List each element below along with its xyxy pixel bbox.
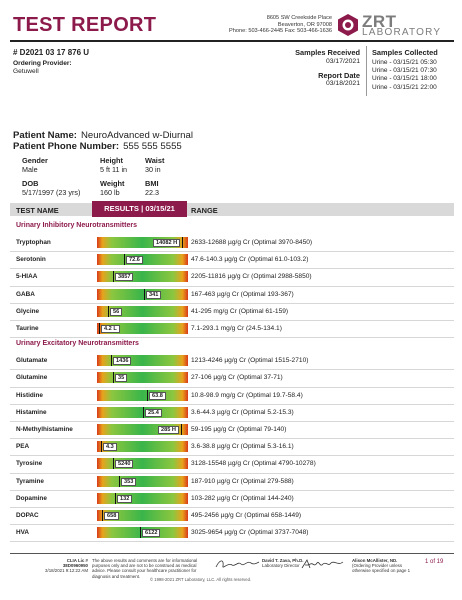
signer-1-name: David T. Zava, Ph.D. — [262, 558, 304, 563]
samples-collected-label: Samples Collected — [372, 48, 438, 57]
test-name: DOPAC — [16, 512, 39, 519]
result-marker — [140, 527, 141, 538]
patient-phone-value: 555 555 5555 — [123, 141, 182, 152]
row-divider — [10, 438, 454, 439]
row-divider — [10, 404, 454, 405]
result-value: 63.8 — [149, 392, 166, 400]
test-name: GABA — [16, 290, 35, 298]
result-marker — [144, 289, 145, 300]
bmi-value: 22.3 — [145, 188, 159, 197]
test-name: Tryptophan — [16, 239, 51, 246]
samples-collected-list — [372, 59, 437, 92]
reference-range: 3.6-38.8 µg/g Cr (Optimal 5.3-16.1) — [191, 443, 294, 451]
row-divider — [10, 286, 454, 287]
reference-range: 2205-11816 µg/g Cr (Optimal 2988-5850) — [191, 273, 312, 281]
result-marker — [181, 424, 182, 435]
row-divider — [10, 303, 454, 304]
gender-value: Male — [22, 165, 38, 174]
reference-range: 3025-9654 µg/g Cr (Optimal 3737-7048) — [191, 529, 309, 537]
sample-item: Urine - 03/15/21 07:30 — [372, 67, 437, 75]
test-name: Dopamine — [16, 494, 47, 502]
result-bar — [97, 271, 188, 282]
ordering-provider-label: Ordering Provider: — [13, 60, 72, 67]
result-bar — [97, 289, 188, 300]
samples-received-label: Samples Received — [295, 48, 360, 57]
row-divider — [10, 268, 454, 269]
reference-range: 7.1-293.1 mg/g Cr (24.5-134.1) — [191, 325, 282, 332]
weight-label: Weight — [100, 179, 125, 188]
height-label: Height — [100, 156, 123, 165]
result-value: 5240 — [115, 460, 133, 468]
row-divider — [10, 455, 454, 456]
report-date-value: 03/18/2021 — [325, 80, 360, 87]
result-value: 132 — [117, 495, 132, 503]
reference-range: 167-463 µg/g Cr (Optimal 193-367) — [191, 290, 294, 298]
test-name: N-Methylhistamine — [16, 426, 73, 433]
patient-name — [13, 130, 193, 141]
result-marker — [102, 510, 103, 521]
footer-timestamp: 3/18/2021 9:12:22 AM — [45, 568, 88, 574]
section-title: Urinary Inhibitory Neurotransmitters — [16, 222, 137, 229]
result-bar — [97, 306, 188, 317]
copyright: © 1998-2021 ZRT Laboratory, LLC. All rights reserved. — [150, 577, 252, 582]
table-header — [10, 203, 454, 216]
signature-1 — [214, 557, 260, 571]
result-value: 6122 — [142, 529, 160, 537]
result-bar — [97, 476, 188, 487]
test-name: Serotonin — [16, 256, 46, 264]
result-value: 14082 H — [153, 239, 180, 247]
signer-1-title: Laboratory Director — [262, 563, 300, 569]
result-bar — [97, 355, 188, 366]
result-bar — [97, 527, 188, 538]
signer-2-name: Alison McAllister, ND. — [352, 558, 398, 563]
logo-sub: LABORATORY — [362, 27, 442, 38]
test-name: 5-HIAA — [16, 273, 38, 281]
report-date-label: Report Date — [318, 71, 360, 80]
result-marker — [119, 476, 120, 487]
table-header-results: RESULTS | 03/15/21 — [92, 201, 187, 217]
result-marker — [108, 306, 109, 317]
height-value: 5 ft 11 in — [100, 165, 128, 174]
result-value: 3857 — [115, 273, 133, 281]
result-bar — [97, 424, 188, 435]
result-bar — [97, 458, 188, 469]
waist-value: 30 in — [145, 165, 161, 174]
reference-range: 187-910 µg/g Cr (Optimal 279-588) — [191, 477, 294, 485]
result-bar — [97, 441, 188, 452]
column-divider — [366, 46, 367, 96]
reference-range: 495-2456 µg/g Cr (Optimal 658-1449) — [191, 512, 302, 519]
result-bar — [97, 510, 188, 521]
result-marker — [182, 237, 183, 248]
result-value: 341 — [146, 291, 161, 299]
test-name: HVA — [16, 529, 30, 537]
result-marker — [113, 271, 114, 282]
bmi-label: BMI — [145, 179, 159, 188]
row-divider — [10, 251, 454, 252]
patient-phone — [13, 141, 182, 152]
test-name: Histamine — [16, 408, 47, 416]
footer-disclaimer: The above results and comments are for informational purposes only and are not to be construed as medical advice. Please consult your healthcare practitioner for diagnosis and treatment. — [92, 558, 198, 579]
reference-range: 1213-4246 µg/g Cr (Optimal 1515-2710) — [191, 357, 309, 365]
dob-value: 5/17/1997 (23 yrs) — [22, 188, 81, 197]
report-title: TEST REPORT — [13, 14, 157, 36]
lab-address-line: Beaverton, OR 97008 — [277, 21, 332, 28]
test-name: Glutamate — [16, 357, 48, 365]
row-divider — [10, 473, 454, 474]
result-bar — [97, 237, 188, 248]
reference-range: 10.8-98.9 mg/g Cr (Optimal 19.7-58.4) — [191, 391, 303, 399]
signer-2 — [352, 558, 418, 574]
result-value: 285 H — [158, 426, 179, 434]
clia-license: CLIA Lic # 38D0960950 — [62, 558, 88, 569]
sample-item: Urine - 03/15/21 18:00 — [372, 75, 437, 83]
row-divider — [10, 421, 454, 422]
lab-address-line: Phone: 503-466-2445 Fax: 503-466-1636 — [229, 28, 332, 35]
row-divider — [10, 320, 454, 321]
test-name: Histidine — [16, 391, 43, 399]
result-marker — [101, 441, 102, 452]
patient-name-label: Patient Name: — [13, 130, 77, 141]
row-divider — [10, 337, 454, 338]
result-value: 4.2 L — [101, 325, 120, 333]
result-marker — [99, 323, 100, 334]
table-header-range: RANGE — [191, 206, 218, 215]
result-marker — [147, 390, 148, 401]
row-divider — [10, 369, 454, 370]
samples-received-value: 03/17/2021 — [325, 58, 360, 65]
reference-range: 59-195 µg/g Cr (Optimal 79-140) — [191, 426, 287, 433]
result-bar — [97, 254, 188, 265]
footer-divider — [10, 553, 454, 554]
reference-range: 41-295 mg/g Cr (Optimal 61-159) — [191, 307, 289, 315]
row-divider — [10, 524, 454, 525]
result-marker — [113, 458, 114, 469]
sample-item: Urine - 03/15/21 05:30 — [372, 59, 437, 66]
result-value: 25.4 — [145, 409, 162, 417]
zrt-logo-icon — [337, 13, 359, 37]
reference-range: 103-282 µg/g Cr (Optimal 144-240) — [191, 494, 294, 502]
result-bar — [97, 323, 188, 334]
patient-phone-label: Patient Phone Number: — [13, 141, 120, 152]
result-marker — [113, 372, 114, 383]
waist-label: Waist — [145, 156, 165, 165]
result-value: 4.3 — [103, 443, 117, 451]
reference-range: 47.6-140.3 µg/g Cr (Optimal 61.0-103.2) — [191, 256, 309, 264]
test-name: Glutamine — [16, 374, 48, 382]
sample-item: Urine - 03/15/21 22:00 — [372, 83, 437, 91]
reference-range: 3128-15548 µg/g Cr (Optimal 4790-10278) — [191, 460, 316, 468]
result-bar — [97, 390, 188, 401]
row-divider — [10, 387, 454, 388]
lab-address-line: 8605 SW Creekside Place — [266, 15, 332, 21]
row-divider — [10, 490, 454, 491]
test-name: Taurine — [16, 325, 39, 332]
reference-range: 3.6-44.3 µg/g Cr (Optimal 5.2-15.3) — [191, 408, 294, 416]
patient-name-value: NeuroAdvanced w-Diurnal — [80, 130, 193, 141]
lab-address — [220, 15, 332, 35]
row-divider — [10, 507, 454, 508]
test-name: Tyrosine — [16, 460, 43, 468]
reference-range: 2633-12688 µg/g Cr (Optimal 3970-8450) — [191, 239, 313, 246]
result-value: 658 — [104, 512, 119, 520]
test-name: Tyramine — [16, 477, 44, 485]
accession-number: # D2021 03 17 876 U — [13, 48, 90, 57]
result-marker — [111, 355, 112, 366]
page-number: 1 of 19 — [425, 559, 444, 565]
header-divider — [10, 40, 454, 42]
result-bar — [97, 493, 188, 504]
logo-name: ZRT — [362, 12, 397, 31]
weight-value: 160 lb — [100, 188, 120, 197]
table-header-test-name: TEST NAME — [16, 206, 59, 215]
test-name: PEA — [16, 443, 30, 451]
result-marker — [124, 254, 125, 265]
result-marker — [143, 407, 144, 418]
dob-label: DOB — [22, 179, 39, 188]
signature-2 — [300, 557, 344, 571]
ordering-provider-value: Getuwell — [13, 68, 39, 75]
signer-1 — [262, 558, 303, 568]
footer-lab-info — [42, 558, 88, 574]
reference-range: 27-106 µg/g Cr (Optimal 37-71) — [191, 374, 283, 382]
result-marker — [115, 493, 116, 504]
row-divider — [10, 541, 454, 542]
section-title: Urinary Excitatory Neurotransmitters — [16, 340, 139, 348]
result-value: 1436 — [113, 357, 131, 365]
result-value: 353 — [121, 478, 136, 486]
gender-label: Gender — [22, 156, 48, 165]
signer-2-note: (Ordering Provider unless otherwise specified on page 1 — [352, 563, 411, 574]
test-name: Glycine — [16, 307, 40, 315]
result-value: 72.6 — [126, 256, 143, 264]
result-value: 56 — [110, 308, 122, 316]
result-bar — [97, 372, 188, 383]
result-bar — [97, 407, 188, 418]
result-value: 35 — [115, 374, 127, 382]
